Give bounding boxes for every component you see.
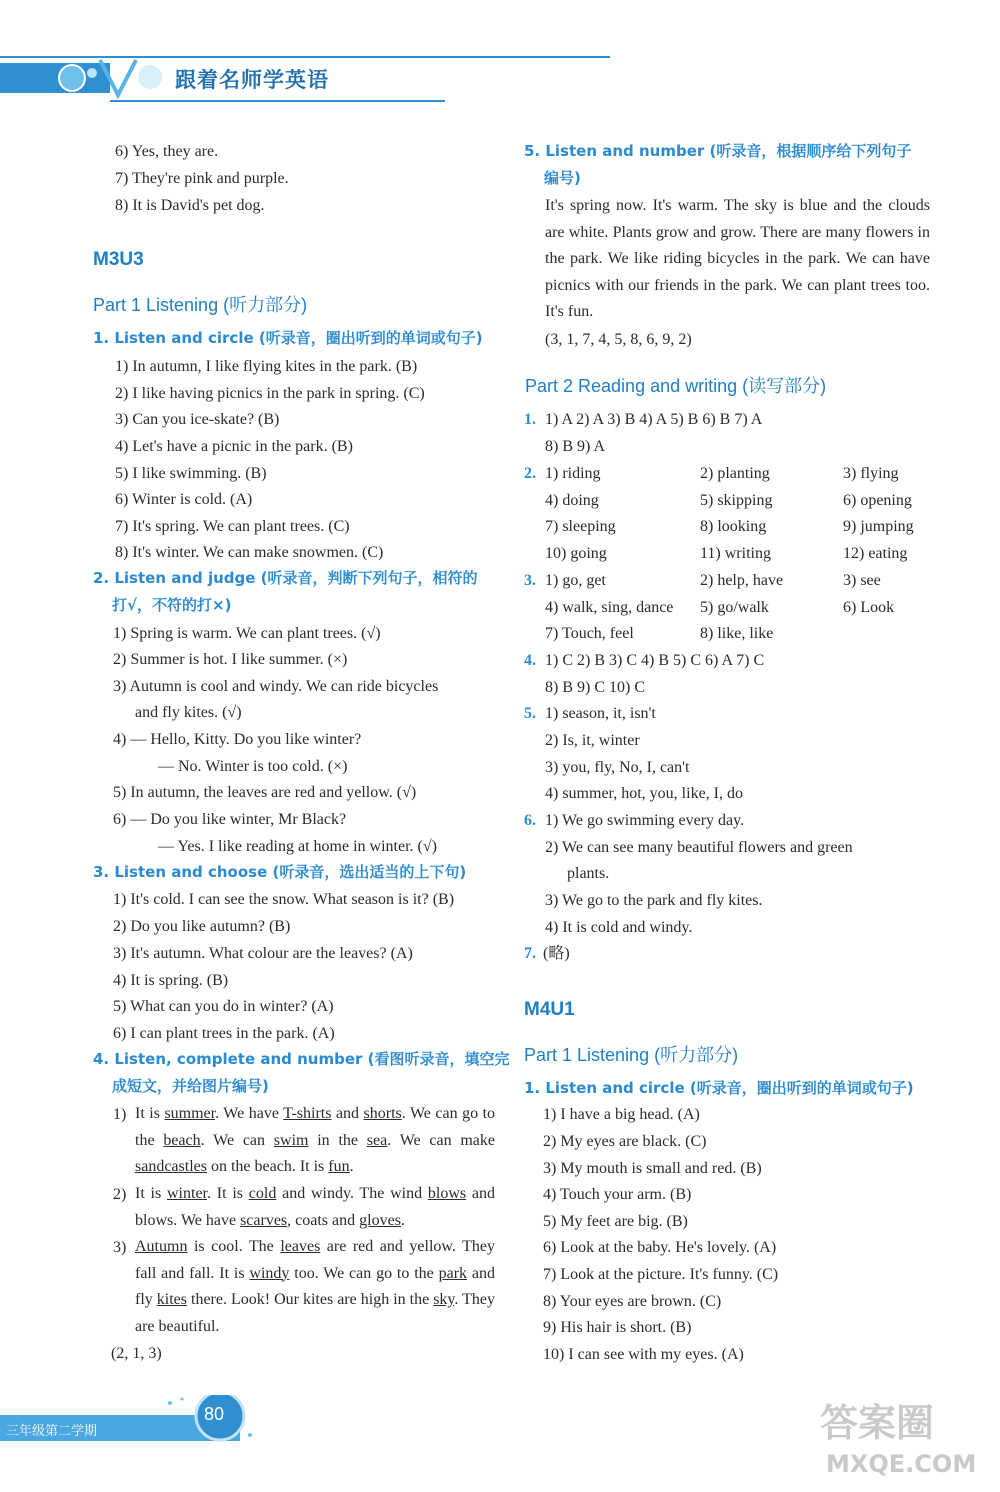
answer-line: 7) Look at the picture. It's funny. (C) — [543, 1266, 779, 1283]
question-heading: 4. Listen, complete and number (看图听录音，填空完 — [93, 1050, 510, 1068]
answer-line: and fly kites. (√) — [135, 704, 242, 721]
part-title: Part 1 Listening (听力部分) — [524, 1045, 739, 1065]
answer-line: 3) Autumn is cool and windy. We can ride bicycles — [113, 678, 439, 695]
answer-line: 6) Yes, they are. — [115, 143, 219, 160]
grid-cell: 1) go, get — [545, 572, 606, 589]
question-number: 1. — [524, 411, 536, 428]
grid-cell: 1) riding — [545, 465, 601, 482]
grid-cell: 8) looking — [700, 518, 767, 535]
answer-order: (2, 1, 3) — [111, 1345, 162, 1362]
grid-cell: 5) go/walk — [700, 599, 769, 616]
answer-line: 5) My feet are big. (B) — [543, 1213, 688, 1230]
answer-line: 3) Can you ice-skate? (B) — [115, 411, 280, 428]
answer-line: 2) My eyes are black. (C) — [543, 1133, 707, 1150]
grid-cell: 10) going — [545, 545, 607, 562]
answer-line: 7) They're pink and purple. — [115, 170, 289, 187]
answer-line: 9) His hair is short. (B) — [543, 1319, 692, 1336]
answer-line: 6) — Do you like winter, Mr Black? — [113, 811, 347, 828]
fill-paragraph-2: It is winter. It is cold and windy. The wind blows and blows. We have scarves, coats and gloves. — [135, 1185, 495, 1229]
grid-cell: 7) Touch, feel — [545, 625, 634, 642]
answer-line: 1) A 2) A 3) B 4) A 5) B 6) B 7) A — [545, 411, 763, 428]
grid-cell: 8) like, like — [700, 625, 774, 642]
answer-line: 7) It's spring. We can plant trees. (C) — [115, 518, 350, 535]
question-heading-cont: 打√，不符的打×) — [112, 596, 232, 614]
answer-line: 2) Summer is hot. I like summer. (×) — [113, 651, 348, 668]
grid-cell: 6) Look — [843, 599, 895, 616]
fill-paragraph-3: Autumn is cool. The leaves are red and yellow. They fall and fall. It is windy too. We can go to the park and fly kites there. Look! Our kites are high in the sky. They are beautiful. — [135, 1238, 496, 1335]
answer-line: 1) I have a big head. (A) — [543, 1106, 700, 1123]
answer-line: 3) It's autumn. What colour are the leaves? (A) — [113, 945, 413, 962]
fill-paragraph-1: It is summer. We have T-shirts and shorts. We can go to the beach. We can swim in the sea. We can make sandcastles on the beach. It is fun. — [135, 1105, 496, 1176]
answer-line: 6) Look at the baby. He's lovely. (A) — [543, 1239, 777, 1256]
question-heading: 5. Listen and number (听录音，根据顺序给下列句子 — [524, 142, 912, 160]
paragraph-number: 3) — [113, 1239, 127, 1256]
grid-cell: 4) doing — [545, 492, 599, 509]
grid-cell: 2) planting — [700, 465, 770, 482]
answer-line: 5) What can you do in winter? (A) — [113, 998, 334, 1015]
question-heading-cont: 成短文，并给图片编号) — [112, 1077, 269, 1095]
grid-cell: 7) sleeping — [545, 518, 616, 535]
answer-line: 3) you, fly, No, I, can't — [545, 759, 690, 776]
answer-line: 3) We go to the park and fly kites. — [545, 892, 763, 909]
paragraph-number: 1) — [113, 1106, 127, 1123]
answer-line: 4) Let's have a picnic in the park. (B) — [115, 438, 353, 455]
answer-line: 5) In autumn, the leaves are red and yellow. (√) — [113, 784, 417, 801]
grid-cell: 3) see — [843, 572, 881, 589]
question-heading: 3. Listen and choose (听录音，选出适当的上下句) — [93, 863, 467, 881]
answer-line: 1) In autumn, I like flying kites in the park. (B) — [115, 358, 418, 375]
answer-line: 1) Spring is warm. We can plant trees. (√) — [113, 625, 381, 642]
answer-line: 8) B 9) A — [545, 438, 605, 455]
answer-line: 8) Your eyes are brown. (C) — [543, 1293, 722, 1310]
question-number: 7. — [524, 945, 536, 962]
watermark-logo: 答案圈 — [820, 1401, 935, 1445]
answer-line: 2) Do you like autumn? (B) — [113, 918, 291, 935]
answer-line: 4) It is spring. (B) — [113, 972, 229, 989]
answer-line: 8) It is David's pet dog. — [115, 197, 265, 214]
question-heading-cont: 编号) — [544, 169, 581, 187]
grid-cell: 5) skipping — [700, 492, 773, 509]
grid-cell: 4) walk, sing, dance — [545, 599, 674, 616]
answer-line: 8) It's winter. We can make snowmen. (C) — [115, 544, 384, 561]
part-title: Part 1 Listening (听力部分) — [93, 295, 308, 315]
answer-line: 5) I like swimming. (B) — [115, 465, 267, 482]
answer-line: 4) It is cold and windy. — [545, 919, 693, 936]
answer-line: 4) summer, hot, you, like, I, do — [545, 785, 743, 802]
answer-line: — No. Winter is too cold. (×) — [158, 758, 348, 775]
question-number: 2. — [524, 465, 536, 482]
section-title: M4U1 — [524, 999, 575, 1020]
grade-label: 三年级第二学期 — [6, 1424, 98, 1439]
question-number: 4. — [524, 652, 536, 669]
answer-line: 2) We can see many beautiful flowers and green — [545, 839, 853, 856]
answer-line: 3) My mouth is small and red. (B) — [543, 1160, 762, 1177]
answer-line: (略) — [543, 945, 570, 962]
listening-passage: It's spring now. It's warm. The sky is blue and the clouds are white. Plants grow and grow. There are many flowers in the park. We like riding bicycles in the park. We can have picnics with our friends in the park. We can plant trees too. It's fun. — [545, 197, 930, 321]
grid-cell: 9) jumping — [843, 518, 914, 535]
answer-line: 6) Winter is cold. (A) — [115, 491, 253, 508]
page-number: 80 — [204, 1404, 225, 1424]
question-number: 5. — [524, 705, 536, 722]
grid-cell: 2) help, have — [700, 572, 784, 589]
answer-line: plants. — [567, 865, 610, 882]
watermark-site: MXQE.COM — [826, 1450, 977, 1478]
answer-order: (3, 1, 7, 4, 5, 8, 6, 9, 2) — [545, 331, 692, 348]
question-heading: 1. Listen and circle (听录音，圈出听到的单词或句子) — [93, 329, 483, 347]
answer-line: 4) Touch your arm. (B) — [543, 1186, 692, 1203]
question-heading: 2. Listen and judge (听录音，判断下列句子，相符的 — [93, 569, 478, 587]
answer-line: 1) We go swimming every day. — [545, 812, 745, 829]
answer-line: 6) I can plant trees in the park. (A) — [113, 1025, 335, 1042]
paragraph-number: 2) — [113, 1186, 127, 1203]
answer-line: 1) It's cold. I can see the snow. What season is it? (B) — [113, 891, 455, 908]
answer-line: 8) B 9) C 10) C — [545, 679, 645, 696]
grid-cell: 11) writing — [700, 545, 771, 562]
answer-line: 4) — Hello, Kitty. Do you like winter? — [113, 731, 362, 748]
part-title: Part 2 Reading and writing (读写部分) — [525, 376, 827, 396]
grid-cell: 12) eating — [843, 545, 908, 562]
grid-cell: 3) flying — [843, 465, 899, 482]
section-title: M3U3 — [93, 249, 144, 270]
question-number: 3. — [524, 572, 536, 589]
grid-cell: 6) opening — [843, 492, 912, 509]
question-heading: 1. Listen and circle (听录音，圈出听到的单词或句子) — [524, 1079, 914, 1097]
question-number: 6. — [524, 812, 536, 829]
answer-line: 1) season, it, isn't — [545, 705, 656, 722]
header-title: 跟着名师学英语 — [175, 68, 329, 92]
answer-line: 1) C 2) B 3) C 4) B 5) C 6) A 7) C — [545, 652, 765, 669]
answer-line: 2) Is, it, winter — [545, 732, 640, 749]
answer-line: — Yes. I like reading at home in winter. (√) — [158, 838, 437, 855]
answer-line: 2) I like having picnics in the park in spring. (C) — [115, 385, 425, 402]
answer-line: 10) I can see with my eyes. (A) — [543, 1346, 744, 1363]
